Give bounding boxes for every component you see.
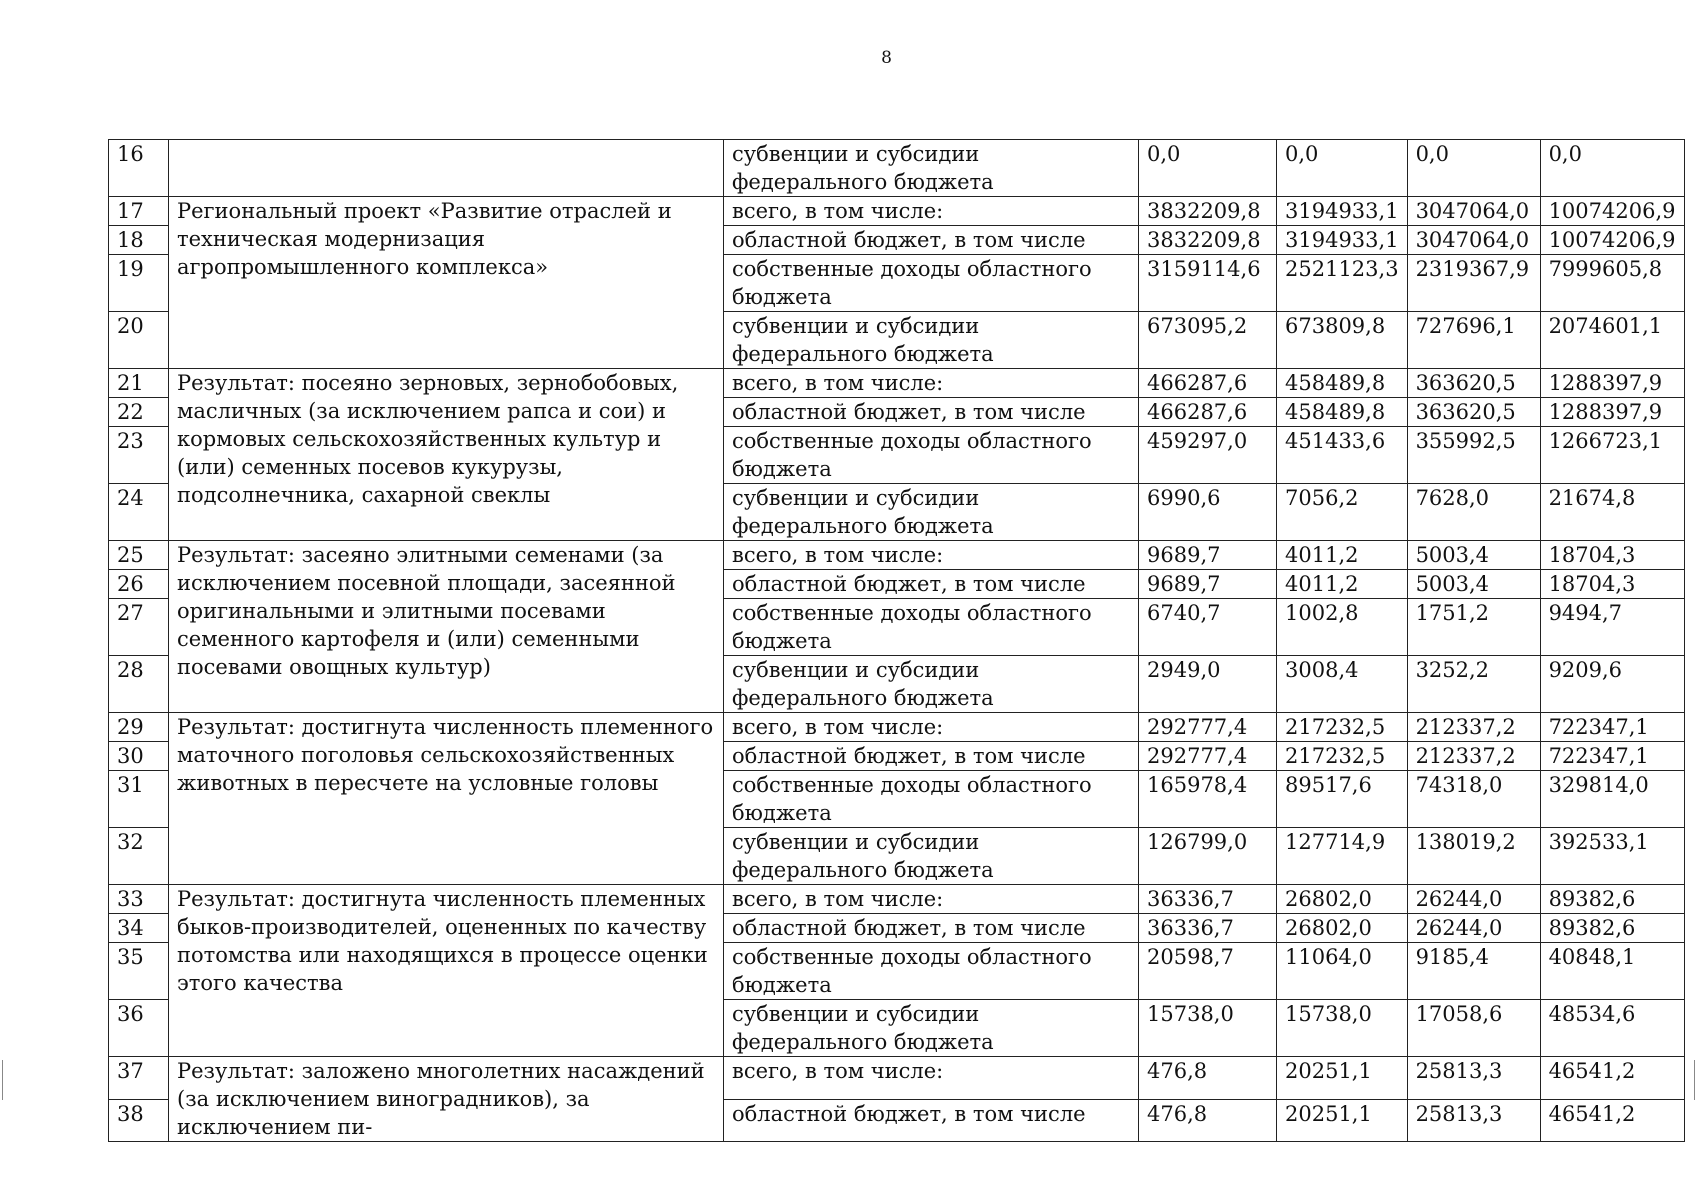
value-cell: 5003,4: [1407, 570, 1540, 599]
value-cell: 25813,3: [1407, 1099, 1540, 1142]
value-cell: 1002,8: [1277, 599, 1408, 656]
value-cell: 0,0: [1540, 140, 1684, 197]
value-cell: 363620,5: [1407, 398, 1540, 427]
table-row: [109, 1057, 1685, 1100]
row-number: 33: [109, 885, 169, 914]
value-cell: 4011,2: [1277, 570, 1408, 599]
value-cell: 26244,0: [1407, 885, 1540, 914]
value-cell: 3832209,8: [1139, 197, 1277, 226]
row-number: 32: [109, 828, 169, 885]
value-cell: 329814,0: [1540, 771, 1684, 828]
row-number: 36: [109, 1000, 169, 1057]
value-cell: 3008,4: [1277, 656, 1408, 713]
value-cell: 3252,2: [1407, 656, 1540, 713]
value-cell: 18704,3: [1540, 541, 1684, 570]
funding-source: всего, в том числе:: [724, 197, 1139, 226]
value-cell: 165978,4: [1139, 771, 1277, 828]
left-margin-mark: [2, 1060, 3, 1100]
value-cell: 212337,2: [1407, 742, 1540, 771]
value-cell: 355992,5: [1407, 427, 1540, 484]
value-cell: 727696,1: [1407, 312, 1540, 369]
row-number: 31: [109, 771, 169, 828]
value-cell: 217232,5: [1277, 742, 1408, 771]
value-cell: 9689,7: [1139, 541, 1277, 570]
funding-source: областной бюджет, в том числе: [724, 226, 1139, 255]
row-description: Результат: посеяно зерновых, зернобобовых, масличных (за исключением рапса и сои) и кормовых сельскохозяйственных культур и (или) семенных посевов кукурузы, подсолнечника, сахарной свеклы: [169, 369, 724, 541]
value-cell: 1288397,9: [1540, 369, 1684, 398]
budget-table: [108, 139, 1685, 1142]
value-cell: 217232,5: [1277, 713, 1408, 742]
value-cell: 26802,0: [1277, 885, 1408, 914]
value-cell: 7056,2: [1277, 484, 1408, 541]
row-number: 17: [109, 197, 169, 226]
value-cell: 3194933,1: [1277, 226, 1408, 255]
row-number: 24: [109, 484, 169, 541]
row-number: 29: [109, 713, 169, 742]
table-row: [109, 885, 1685, 914]
value-cell: 722347,1: [1540, 742, 1684, 771]
page-number: 8: [881, 48, 892, 68]
row-number: 34: [109, 914, 169, 943]
funding-source: собственные доходы областного бюджета: [724, 255, 1139, 312]
table-row: [109, 369, 1685, 398]
value-cell: 7628,0: [1407, 484, 1540, 541]
funding-source: всего, в том числе:: [724, 885, 1139, 914]
row-number: 37: [109, 1057, 169, 1100]
value-cell: 9494,7: [1540, 599, 1684, 656]
value-cell: 9209,6: [1540, 656, 1684, 713]
funding-source: собственные доходы областного бюджета: [724, 771, 1139, 828]
value-cell: 89382,6: [1540, 885, 1684, 914]
value-cell: 10074206,9: [1540, 226, 1684, 255]
row-number: 25: [109, 541, 169, 570]
value-cell: 3047064,0: [1407, 197, 1540, 226]
value-cell: 36336,7: [1139, 914, 1277, 943]
value-cell: 2074601,1: [1540, 312, 1684, 369]
row-description: [169, 140, 724, 197]
funding-source: субвенции и субсидии федерального бюджета: [724, 312, 1139, 369]
value-cell: 20251,1: [1277, 1057, 1408, 1100]
value-cell: 20598,7: [1139, 943, 1277, 1000]
funding-source: субвенции и субсидии федерального бюджета: [724, 140, 1139, 197]
funding-source: областной бюджет, в том числе: [724, 1099, 1139, 1142]
value-cell: 127714,9: [1277, 828, 1408, 885]
funding-source: субвенции и субсидии федерального бюджета: [724, 828, 1139, 885]
value-cell: 476,8: [1139, 1099, 1277, 1142]
value-cell: 6990,6: [1139, 484, 1277, 541]
value-cell: 6740,7: [1139, 599, 1277, 656]
row-number: 18: [109, 226, 169, 255]
value-cell: 46541,2: [1540, 1099, 1684, 1142]
table-row: [109, 197, 1685, 226]
funding-source: областной бюджет, в том числе: [724, 398, 1139, 427]
value-cell: 0,0: [1277, 140, 1408, 197]
value-cell: 3194933,1: [1277, 197, 1408, 226]
value-cell: 89382,6: [1540, 914, 1684, 943]
funding-source: областной бюджет, в том числе: [724, 914, 1139, 943]
funding-source: субвенции и субсидии федерального бюджета: [724, 1000, 1139, 1057]
value-cell: 15738,0: [1277, 1000, 1408, 1057]
row-description: Результат: заложено многолетних насаждений (за исключением виноградников), за исключением пи-: [169, 1057, 724, 1142]
value-cell: 1751,2: [1407, 599, 1540, 656]
value-cell: 18704,3: [1540, 570, 1684, 599]
value-cell: 466287,6: [1139, 369, 1277, 398]
value-cell: 4011,2: [1277, 541, 1408, 570]
funding-source: субвенции и субсидии федерального бюджета: [724, 484, 1139, 541]
value-cell: 26802,0: [1277, 914, 1408, 943]
value-cell: 48534,6: [1540, 1000, 1684, 1057]
row-number: 21: [109, 369, 169, 398]
row-number: 28: [109, 656, 169, 713]
value-cell: 21674,8: [1540, 484, 1684, 541]
row-description: Результат: достигнута численность племенного маточного поголовья сельскохозяйственных животных в пересчете на условные головы: [169, 713, 724, 885]
row-number: 20: [109, 312, 169, 369]
funding-source: собственные доходы областного бюджета: [724, 427, 1139, 484]
value-cell: 3832209,8: [1139, 226, 1277, 255]
value-cell: 15738,0: [1139, 1000, 1277, 1057]
value-cell: 11064,0: [1277, 943, 1408, 1000]
value-cell: 0,0: [1407, 140, 1540, 197]
row-number: 30: [109, 742, 169, 771]
value-cell: 722347,1: [1540, 713, 1684, 742]
value-cell: 392533,1: [1540, 828, 1684, 885]
funding-source: субвенции и субсидии федерального бюджета: [724, 656, 1139, 713]
table-row: [109, 541, 1685, 570]
value-cell: 2949,0: [1139, 656, 1277, 713]
value-cell: 126799,0: [1139, 828, 1277, 885]
value-cell: 46541,2: [1540, 1057, 1684, 1100]
row-description: Результат: засеяно элитными семенами (за исключением посевной площади, засеянной оригинальными и элитными посевами семенного картофеля и (или) семенными посевами овощных культур): [169, 541, 724, 713]
value-cell: 1288397,9: [1540, 398, 1684, 427]
funding-source: всего, в том числе:: [724, 1057, 1139, 1100]
value-cell: 673809,8: [1277, 312, 1408, 369]
row-description: Региональный проект «Развитие отраслей и техническая модернизация агропромышленного комплекса»: [169, 197, 724, 369]
value-cell: 476,8: [1139, 1057, 1277, 1100]
row-number: 38: [109, 1099, 169, 1142]
value-cell: 5003,4: [1407, 541, 1540, 570]
value-cell: 3047064,0: [1407, 226, 1540, 255]
row-number: 19: [109, 255, 169, 312]
value-cell: 212337,2: [1407, 713, 1540, 742]
funding-source: собственные доходы областного бюджета: [724, 943, 1139, 1000]
row-number: 27: [109, 599, 169, 656]
row-number: 22: [109, 398, 169, 427]
table-row: [109, 140, 1685, 197]
funding-source: собственные доходы областного бюджета: [724, 599, 1139, 656]
value-cell: 74318,0: [1407, 771, 1540, 828]
row-number: 26: [109, 570, 169, 599]
value-cell: 0,0: [1139, 140, 1277, 197]
value-cell: 36336,7: [1139, 885, 1277, 914]
value-cell: 25813,3: [1407, 1057, 1540, 1100]
value-cell: 3159114,6: [1139, 255, 1277, 312]
value-cell: 2521123,3: [1277, 255, 1408, 312]
value-cell: 458489,8: [1277, 369, 1408, 398]
value-cell: 89517,6: [1277, 771, 1408, 828]
value-cell: 26244,0: [1407, 914, 1540, 943]
funding-source: всего, в том числе:: [724, 369, 1139, 398]
right-margin-mark: [1694, 1060, 1695, 1100]
funding-source: всего, в том числе:: [724, 541, 1139, 570]
value-cell: 451433,6: [1277, 427, 1408, 484]
value-cell: 1266723,1: [1540, 427, 1684, 484]
value-cell: 292777,4: [1139, 742, 1277, 771]
value-cell: 138019,2: [1407, 828, 1540, 885]
value-cell: 9689,7: [1139, 570, 1277, 599]
row-description: Результат: достигнута численность племенных быков-производителей, оцененных по качеству потомства или находящихся в процессе оценки этого качества: [169, 885, 724, 1057]
value-cell: 10074206,9: [1540, 197, 1684, 226]
value-cell: 466287,6: [1139, 398, 1277, 427]
value-cell: 7999605,8: [1540, 255, 1684, 312]
row-number: 35: [109, 943, 169, 1000]
value-cell: 9185,4: [1407, 943, 1540, 1000]
value-cell: 2319367,9: [1407, 255, 1540, 312]
table-row: [109, 713, 1685, 742]
value-cell: 458489,8: [1277, 398, 1408, 427]
value-cell: 40848,1: [1540, 943, 1684, 1000]
funding-source: областной бюджет, в том числе: [724, 742, 1139, 771]
value-cell: 292777,4: [1139, 713, 1277, 742]
row-number: 16: [109, 140, 169, 197]
value-cell: 17058,6: [1407, 1000, 1540, 1057]
funding-source: всего, в том числе:: [724, 713, 1139, 742]
value-cell: 363620,5: [1407, 369, 1540, 398]
row-number: 23: [109, 427, 169, 484]
value-cell: 20251,1: [1277, 1099, 1408, 1142]
funding-source: областной бюджет, в том числе: [724, 570, 1139, 599]
value-cell: 459297,0: [1139, 427, 1277, 484]
value-cell: 673095,2: [1139, 312, 1277, 369]
